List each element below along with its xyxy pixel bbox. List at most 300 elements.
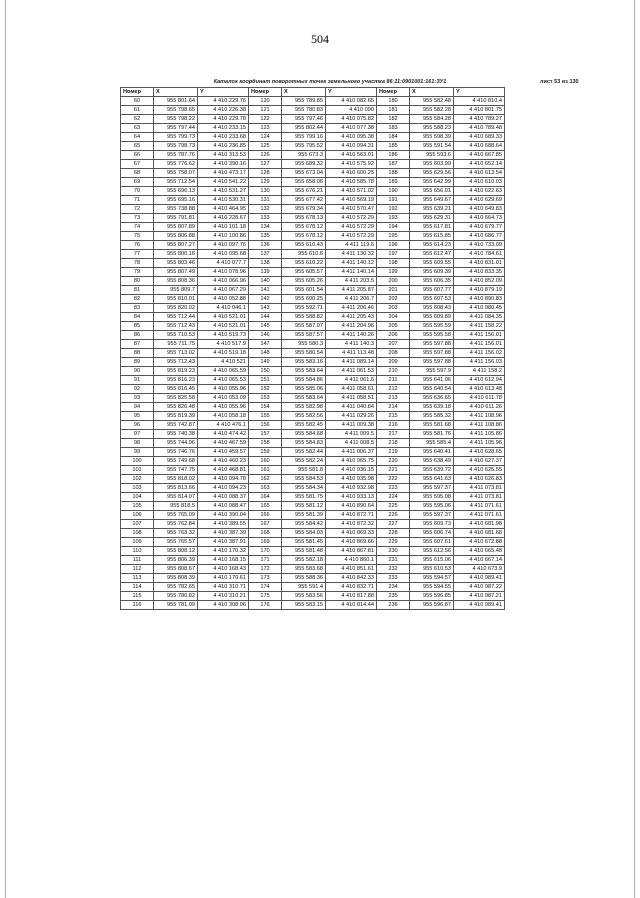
x-coordinate-cell: 955 584.28: [410, 115, 454, 124]
point-number-cell: 84: [121, 313, 154, 322]
point-number-cell: 185: [377, 142, 410, 151]
x-coordinate-cell: 955 583.16: [282, 358, 326, 367]
table-row: [121, 421, 505, 430]
y-coordinate-cell: 4 410 612.94: [454, 376, 505, 385]
table-row: [121, 583, 505, 592]
x-coordinate-cell: 955 636.65: [410, 394, 454, 403]
table-row: [121, 160, 505, 169]
point-number-cell: 104: [121, 493, 154, 502]
y-coordinate-cell: 4 410 733.09: [454, 241, 505, 250]
y-coordinate-cell: 4 411 113.48: [326, 349, 377, 358]
table-row: [121, 169, 505, 178]
header-x: X: [154, 88, 198, 97]
y-coordinate-cell: 4 410 935.98: [326, 475, 377, 484]
point-number-cell: 212: [377, 385, 410, 394]
y-coordinate-cell: 4 410 170.61: [198, 574, 249, 583]
y-coordinate-cell: 4 410 065.53: [198, 376, 249, 385]
point-number-cell: 62: [121, 115, 154, 124]
x-coordinate-cell: 955 762.84: [154, 520, 198, 529]
x-coordinate-cell: 955 582.44: [282, 448, 326, 457]
point-number-cell: 87: [121, 340, 154, 349]
y-coordinate-cell: 4 411 089.14: [326, 358, 377, 367]
point-number-cell: 232: [377, 565, 410, 574]
x-coordinate-cell: 955 595.59: [410, 322, 454, 331]
y-coordinate-cell: 4 410 519.73: [198, 331, 249, 340]
x-coordinate-cell: 955 799.16: [282, 133, 326, 142]
point-number-cell: 63: [121, 124, 154, 133]
table-row: [121, 403, 505, 412]
table-row: [121, 250, 505, 259]
point-number-cell: 213: [377, 394, 410, 403]
table-row: [121, 277, 505, 286]
y-coordinate-cell: 4 410 075.82: [326, 115, 377, 124]
x-coordinate-cell: 955 607.61: [410, 538, 454, 547]
point-number-cell: 64: [121, 133, 154, 142]
table-row: [121, 322, 505, 331]
y-coordinate-cell: 4 410 390.04: [198, 511, 249, 520]
y-coordinate-cell: 4 410 869.66: [326, 538, 377, 547]
point-number-cell: 115: [121, 592, 154, 601]
x-coordinate-cell: 955 642.99: [410, 178, 454, 187]
y-coordinate-cell: 4 410 665.48: [454, 547, 505, 556]
point-number-cell: 234: [377, 583, 410, 592]
y-coordinate-cell: 4 410 229.76: [198, 97, 249, 106]
x-coordinate-cell: 955 765.57: [154, 538, 198, 547]
x-coordinate-cell: 955 597.37: [410, 484, 454, 493]
y-coordinate-cell: 4 410 473.17: [198, 169, 249, 178]
point-number-cell: 209: [377, 358, 410, 367]
x-coordinate-cell: 955 740.38: [154, 430, 198, 439]
point-number-cell: 227: [377, 520, 410, 529]
y-coordinate-cell: 4 410 689.33: [454, 133, 505, 142]
y-coordinate-cell: 4 410 088.47: [198, 502, 249, 511]
x-coordinate-cell: 955 810.01: [154, 295, 198, 304]
y-coordinate-cell: 4 410 569.19: [326, 196, 377, 205]
y-coordinate-cell: 4 410 570.47: [326, 205, 377, 214]
y-coordinate-cell: 4 410 168.43: [198, 565, 249, 574]
header-y: Y: [326, 88, 377, 97]
y-coordinate-cell: 4 410 055.96: [198, 385, 249, 394]
x-coordinate-cell: 955 712.44: [154, 313, 198, 322]
y-coordinate-cell: 4 411 206.7: [326, 295, 377, 304]
y-coordinate-cell: 4 410 468.81: [198, 466, 249, 475]
y-coordinate-cell: 4 410 097.76: [198, 241, 249, 250]
point-number-cell: 67: [121, 160, 154, 169]
y-coordinate-cell: 4 410 095.68: [198, 250, 249, 259]
point-number-cell: 219: [377, 448, 410, 457]
y-coordinate-cell: 4 410 667.85: [454, 151, 505, 160]
point-number-cell: 112: [121, 565, 154, 574]
point-number-cell: 141: [249, 286, 282, 295]
x-coordinate-cell: 955 588.82: [282, 313, 326, 322]
table-row: [121, 430, 505, 439]
x-coordinate-cell: 955 585.4: [410, 439, 454, 448]
y-coordinate-cell: 4 410 521: [198, 358, 249, 367]
x-coordinate-cell: 955 583.64: [282, 367, 326, 376]
point-number-cell: 145: [249, 322, 282, 331]
y-coordinate-cell: 4 411 156.01: [454, 340, 505, 349]
point-number-cell: 100: [121, 457, 154, 466]
y-coordinate-cell: 4 411 140.14: [326, 268, 377, 277]
point-number-cell: 220: [377, 457, 410, 466]
point-number-cell: 180: [377, 97, 410, 106]
x-coordinate-cell: 955 673.04: [282, 169, 326, 178]
point-number-cell: 139: [249, 268, 282, 277]
y-coordinate-cell: 4 410 095.38: [326, 133, 377, 142]
point-number-cell: 134: [249, 223, 282, 232]
y-coordinate-cell: 4 410 563.01: [326, 151, 377, 160]
header-y: Y: [454, 88, 505, 97]
y-coordinate-cell: 4 410 094.31: [326, 142, 377, 151]
point-number-cell: 175: [249, 592, 282, 601]
x-coordinate-cell: 955 787.76: [154, 151, 198, 160]
x-coordinate-cell: 955 609.73: [410, 520, 454, 529]
point-number-cell: 157: [249, 430, 282, 439]
y-coordinate-cell: 4 411 119.6: [326, 241, 377, 250]
x-coordinate-cell: 955 710.53: [154, 331, 198, 340]
y-coordinate-cell: 4 410 077.38: [326, 124, 377, 133]
y-coordinate-cell: 4 410 170.32: [198, 547, 249, 556]
point-number-cell: 109: [121, 538, 154, 547]
point-number-cell: 89: [121, 358, 154, 367]
y-coordinate-cell: 4 410 519.18: [198, 349, 249, 358]
point-number-cell: 146: [249, 331, 282, 340]
table-row: [121, 259, 505, 268]
point-number-cell: 196: [377, 241, 410, 250]
x-coordinate-cell: 955 629.56: [410, 169, 454, 178]
table-row: [121, 547, 505, 556]
point-number-cell: 233: [377, 574, 410, 583]
y-coordinate-cell: 4 410 789.48: [454, 124, 505, 133]
x-coordinate-cell: 955 582.48: [410, 97, 454, 106]
x-coordinate-cell: 955 597.9: [410, 367, 454, 376]
point-number-cell: 184: [377, 133, 410, 142]
x-coordinate-cell: 955 583.68: [282, 565, 326, 574]
point-number-cell: 121: [249, 106, 282, 115]
table-row: [121, 592, 505, 601]
table-row: [121, 295, 505, 304]
point-number-cell: 75: [121, 232, 154, 241]
y-coordinate-cell: 4 410 613.48: [454, 385, 505, 394]
y-coordinate-cell: 4 410 852.09: [454, 277, 505, 286]
point-number-cell: 226: [377, 511, 410, 520]
x-coordinate-cell: 955 610.22: [282, 259, 326, 268]
table-row: [121, 214, 505, 223]
y-coordinate-cell: 4 410 094.23: [198, 484, 249, 493]
point-number-cell: 176: [249, 601, 282, 610]
x-coordinate-cell: 955 581.39: [282, 511, 326, 520]
x-coordinate-cell: 955 801.64: [154, 97, 198, 106]
y-coordinate-cell: 4 411 061.6: [326, 376, 377, 385]
y-coordinate-cell: 4 410 585.78: [326, 178, 377, 187]
point-number-cell: 107: [121, 520, 154, 529]
point-number-cell: 221: [377, 466, 410, 475]
x-coordinate-cell: 955 678.13: [282, 214, 326, 223]
y-coordinate-cell: 4 411 130.32: [326, 250, 377, 259]
point-number-cell: 149: [249, 358, 282, 367]
table-row: [121, 178, 505, 187]
table-row: [121, 394, 505, 403]
point-number-cell: 193: [377, 214, 410, 223]
y-coordinate-cell: 4 410 890.83: [454, 295, 505, 304]
point-number-cell: 147: [249, 340, 282, 349]
y-coordinate-cell: 4 410 077.7: [198, 259, 249, 268]
y-coordinate-cell: 4 410 467.59: [198, 439, 249, 448]
point-number-cell: 90: [121, 367, 154, 376]
x-coordinate-cell: 955 583.64: [282, 394, 326, 403]
y-coordinate-cell: 4 410 082.65: [326, 97, 377, 106]
y-coordinate-cell: 4 411 206.46: [326, 304, 377, 313]
x-coordinate-cell: 955 797.46: [282, 115, 326, 124]
x-coordinate-cell: 955 638.49: [410, 457, 454, 466]
x-coordinate-cell: 955 598.39: [410, 133, 454, 142]
point-number-cell: 173: [249, 574, 282, 583]
x-coordinate-cell: 955 580.3: [282, 340, 326, 349]
x-coordinate-cell: 955 738.88: [154, 205, 198, 214]
x-coordinate-cell: 955 826.48: [154, 403, 198, 412]
y-coordinate-cell: 4 411 203.5: [326, 277, 377, 286]
point-number-cell: 79: [121, 268, 154, 277]
x-coordinate-cell: 955 763.32: [154, 529, 198, 538]
x-coordinate-cell: 955 584.34: [282, 484, 326, 493]
y-coordinate-cell: 4 410 814.44: [326, 601, 377, 610]
point-number-cell: 200: [377, 277, 410, 286]
y-coordinate-cell: 4 411 205.87: [326, 286, 377, 295]
x-coordinate-cell: 955 808.39: [154, 574, 198, 583]
y-coordinate-cell: 4 410 228.67: [198, 214, 249, 223]
y-coordinate-cell: 4 410 890.64: [326, 502, 377, 511]
catalog-title: Каталог координат поворотных точек земельного участка 86:11:0901001:161:ЗУ1: [213, 79, 447, 85]
x-coordinate-cell: 955 676.21: [282, 187, 326, 196]
y-coordinate-cell: 4 411 158.22: [454, 322, 505, 331]
x-coordinate-cell: 955 803.46: [154, 259, 198, 268]
y-coordinate-cell: 4 410 052.88: [198, 295, 249, 304]
y-coordinate-cell: 4 410 058.18: [198, 412, 249, 421]
table-row: [121, 574, 505, 583]
table-row: [121, 151, 505, 160]
x-coordinate-cell: 955 582.28: [410, 106, 454, 115]
x-coordinate-cell: 955 615.85: [410, 232, 454, 241]
y-coordinate-cell: 4 410 229.78: [198, 115, 249, 124]
x-coordinate-cell: 955 581.75: [282, 493, 326, 502]
y-coordinate-cell: 4 411 204.96: [326, 322, 377, 331]
x-coordinate-cell: 955 600.25: [282, 295, 326, 304]
x-coordinate-cell: 955 781.09: [154, 601, 198, 610]
point-number-cell: 208: [377, 349, 410, 358]
x-coordinate-cell: 955 820.02: [154, 304, 198, 313]
point-number-cell: 197: [377, 250, 410, 259]
y-coordinate-cell: 4 410 810.4: [454, 97, 505, 106]
y-coordinate-cell: 4 410 233.15: [198, 124, 249, 133]
x-coordinate-cell: 955 712.54: [154, 178, 198, 187]
point-number-cell: 198: [377, 259, 410, 268]
y-coordinate-cell: 4 410 517.9: [198, 340, 249, 349]
point-number-cell: 210: [377, 367, 410, 376]
point-number-cell: 95: [121, 412, 154, 421]
y-coordinate-cell: 4 410 987.22: [454, 583, 505, 592]
x-coordinate-cell: 955 597.88: [410, 358, 454, 367]
x-coordinate-cell: 955 580.54: [282, 349, 326, 358]
y-coordinate-cell: 4 411 008.5: [326, 439, 377, 448]
point-number-cell: 116: [121, 601, 154, 610]
x-coordinate-cell: 955 594.57: [410, 574, 454, 583]
x-coordinate-cell: 955 639.21: [410, 205, 454, 214]
y-coordinate-cell: 4 410 628.65: [454, 448, 505, 457]
table-row: [121, 349, 505, 358]
x-coordinate-cell: 955 797.44: [154, 124, 198, 133]
x-coordinate-cell: 955 610.6: [282, 250, 326, 259]
x-coordinate-cell: 955 609.39: [410, 268, 454, 277]
y-coordinate-cell: 4 410 936.15: [326, 466, 377, 475]
x-coordinate-cell: 955 581.12: [282, 502, 326, 511]
table-row: [121, 268, 505, 277]
y-coordinate-cell: 4 410 474.42: [198, 430, 249, 439]
y-coordinate-cell: 4 411 009.38: [326, 421, 377, 430]
y-coordinate-cell: 4 410 832.71: [326, 583, 377, 592]
point-number-cell: 206: [377, 331, 410, 340]
y-coordinate-cell: 4 410 313.53: [198, 151, 249, 160]
x-coordinate-cell: 955 809.7: [154, 286, 198, 295]
table-row: [121, 412, 505, 421]
x-coordinate-cell: 955 597.88: [410, 340, 454, 349]
x-coordinate-cell: 955 795.52: [282, 142, 326, 151]
table-row: [121, 448, 505, 457]
table-row: [121, 601, 505, 610]
table-row: [121, 196, 505, 205]
y-coordinate-cell: 4 410 869.33: [326, 529, 377, 538]
x-coordinate-cell: 955 585.06: [282, 385, 326, 394]
x-coordinate-cell: 955 713.02: [154, 349, 198, 358]
point-number-cell: 156: [249, 421, 282, 430]
point-number-cell: 123: [249, 124, 282, 133]
y-coordinate-cell: 4 411 140.26: [326, 331, 377, 340]
header-row: [121, 88, 505, 97]
point-number-cell: 225: [377, 502, 410, 511]
point-number-cell: 192: [377, 205, 410, 214]
right-scan-edge: [634, 0, 635, 898]
y-coordinate-cell: 4 410 078.96: [198, 268, 249, 277]
point-number-cell: 80: [121, 277, 154, 286]
x-coordinate-cell: 955 678.12: [282, 223, 326, 232]
point-number-cell: 103: [121, 484, 154, 493]
point-number-cell: 96: [121, 421, 154, 430]
table-row: [121, 538, 505, 547]
y-coordinate-cell: 4 410 236.85: [198, 142, 249, 151]
x-coordinate-cell: 955 677.42: [282, 196, 326, 205]
table-row: [121, 187, 505, 196]
point-number-cell: 83: [121, 304, 154, 313]
y-coordinate-cell: 4 410 308.06: [198, 601, 249, 610]
point-number-cell: 235: [377, 592, 410, 601]
x-coordinate-cell: 955 712.43: [154, 322, 198, 331]
point-number-cell: 140: [249, 277, 282, 286]
x-coordinate-cell: 955 587.57: [282, 331, 326, 340]
x-coordinate-cell: 955 807.49: [154, 268, 198, 277]
table-row: [121, 286, 505, 295]
point-number-cell: 182: [377, 115, 410, 124]
point-number-cell: 228: [377, 529, 410, 538]
point-number-cell: 113: [121, 574, 154, 583]
y-coordinate-cell: 4 410 980.45: [454, 304, 505, 313]
point-number-cell: 69: [121, 178, 154, 187]
x-coordinate-cell: 955 592.71: [282, 304, 326, 313]
x-coordinate-cell: 955 584.53: [282, 475, 326, 484]
y-coordinate-cell: 4 411 140.3: [326, 340, 377, 349]
table-row: [121, 529, 505, 538]
y-coordinate-cell: 4 410 067.29: [198, 286, 249, 295]
point-number-cell: 94: [121, 403, 154, 412]
point-number-cell: 166: [249, 511, 282, 520]
point-number-cell: 86: [121, 331, 154, 340]
table-row: [121, 133, 505, 142]
point-number-cell: 152: [249, 385, 282, 394]
x-coordinate-cell: 955 610.53: [410, 565, 454, 574]
x-coordinate-cell: 955 807.27: [154, 241, 198, 250]
point-number-cell: 76: [121, 241, 154, 250]
y-coordinate-cell: 4 410 933.13: [326, 493, 377, 502]
point-number-cell: 65: [121, 142, 154, 151]
y-coordinate-cell: 4 410 688.64: [454, 142, 505, 151]
x-coordinate-cell: 955 595.58: [410, 331, 454, 340]
y-coordinate-cell: 4 411 084.35: [454, 313, 505, 322]
x-coordinate-cell: 955 819.23: [154, 367, 198, 376]
y-coordinate-cell: 4 410 610.03: [454, 178, 505, 187]
table-row: [121, 484, 505, 493]
y-coordinate-cell: 4 410 626.83: [454, 475, 505, 484]
point-number-cell: 236: [377, 601, 410, 610]
x-coordinate-cell: 955 607.77: [410, 286, 454, 295]
point-number-cell: 98: [121, 439, 154, 448]
x-coordinate-cell: 955 649.67: [410, 196, 454, 205]
y-coordinate-cell: 4 410 860.1: [326, 556, 377, 565]
point-number-cell: 102: [121, 475, 154, 484]
x-coordinate-cell: 955 807.89: [154, 223, 198, 232]
y-coordinate-cell: 4 411 105.96: [454, 439, 505, 448]
x-coordinate-cell: 955 614.23: [410, 241, 454, 250]
table-row: [121, 376, 505, 385]
point-number-cell: 207: [377, 340, 410, 349]
x-coordinate-cell: 955 606.35: [410, 277, 454, 286]
y-coordinate-cell: 4 410 572.29: [326, 232, 377, 241]
y-coordinate-cell: 4 410 094.78: [198, 475, 249, 484]
y-coordinate-cell: 4 410 389.55: [198, 520, 249, 529]
x-coordinate-cell: 955 595.06: [410, 502, 454, 511]
point-number-cell: 136: [249, 241, 282, 250]
y-coordinate-cell: 4 410 801.75: [454, 106, 505, 115]
x-coordinate-cell: 955 640.54: [410, 385, 454, 394]
point-number-cell: 201: [377, 286, 410, 295]
x-coordinate-cell: 955 744.96: [154, 439, 198, 448]
point-number-cell: 211: [377, 376, 410, 385]
y-coordinate-cell: 4 410 681.68: [454, 529, 505, 538]
y-coordinate-cell: 4 410 055.96: [198, 403, 249, 412]
y-coordinate-cell: 4 411 009.5: [326, 430, 377, 439]
y-coordinate-cell: 4 410 066.96: [198, 277, 249, 286]
table-row: [121, 367, 505, 376]
x-coordinate-cell: 955 617.81: [410, 223, 454, 232]
y-coordinate-cell: 4 410 460.23: [198, 457, 249, 466]
table-row: [121, 223, 505, 232]
point-number-cell: 130: [249, 187, 282, 196]
x-coordinate-cell: 955 658.06: [282, 178, 326, 187]
point-number-cell: 110: [121, 547, 154, 556]
x-coordinate-cell: 955 582.56: [282, 412, 326, 421]
table-row: [121, 385, 505, 394]
y-coordinate-cell: 4 411 205.43: [326, 313, 377, 322]
x-coordinate-cell: 955 798.22: [154, 115, 198, 124]
y-coordinate-cell: 4 410 652.14: [454, 160, 505, 169]
y-coordinate-cell: 4 411 058.51: [326, 394, 377, 403]
